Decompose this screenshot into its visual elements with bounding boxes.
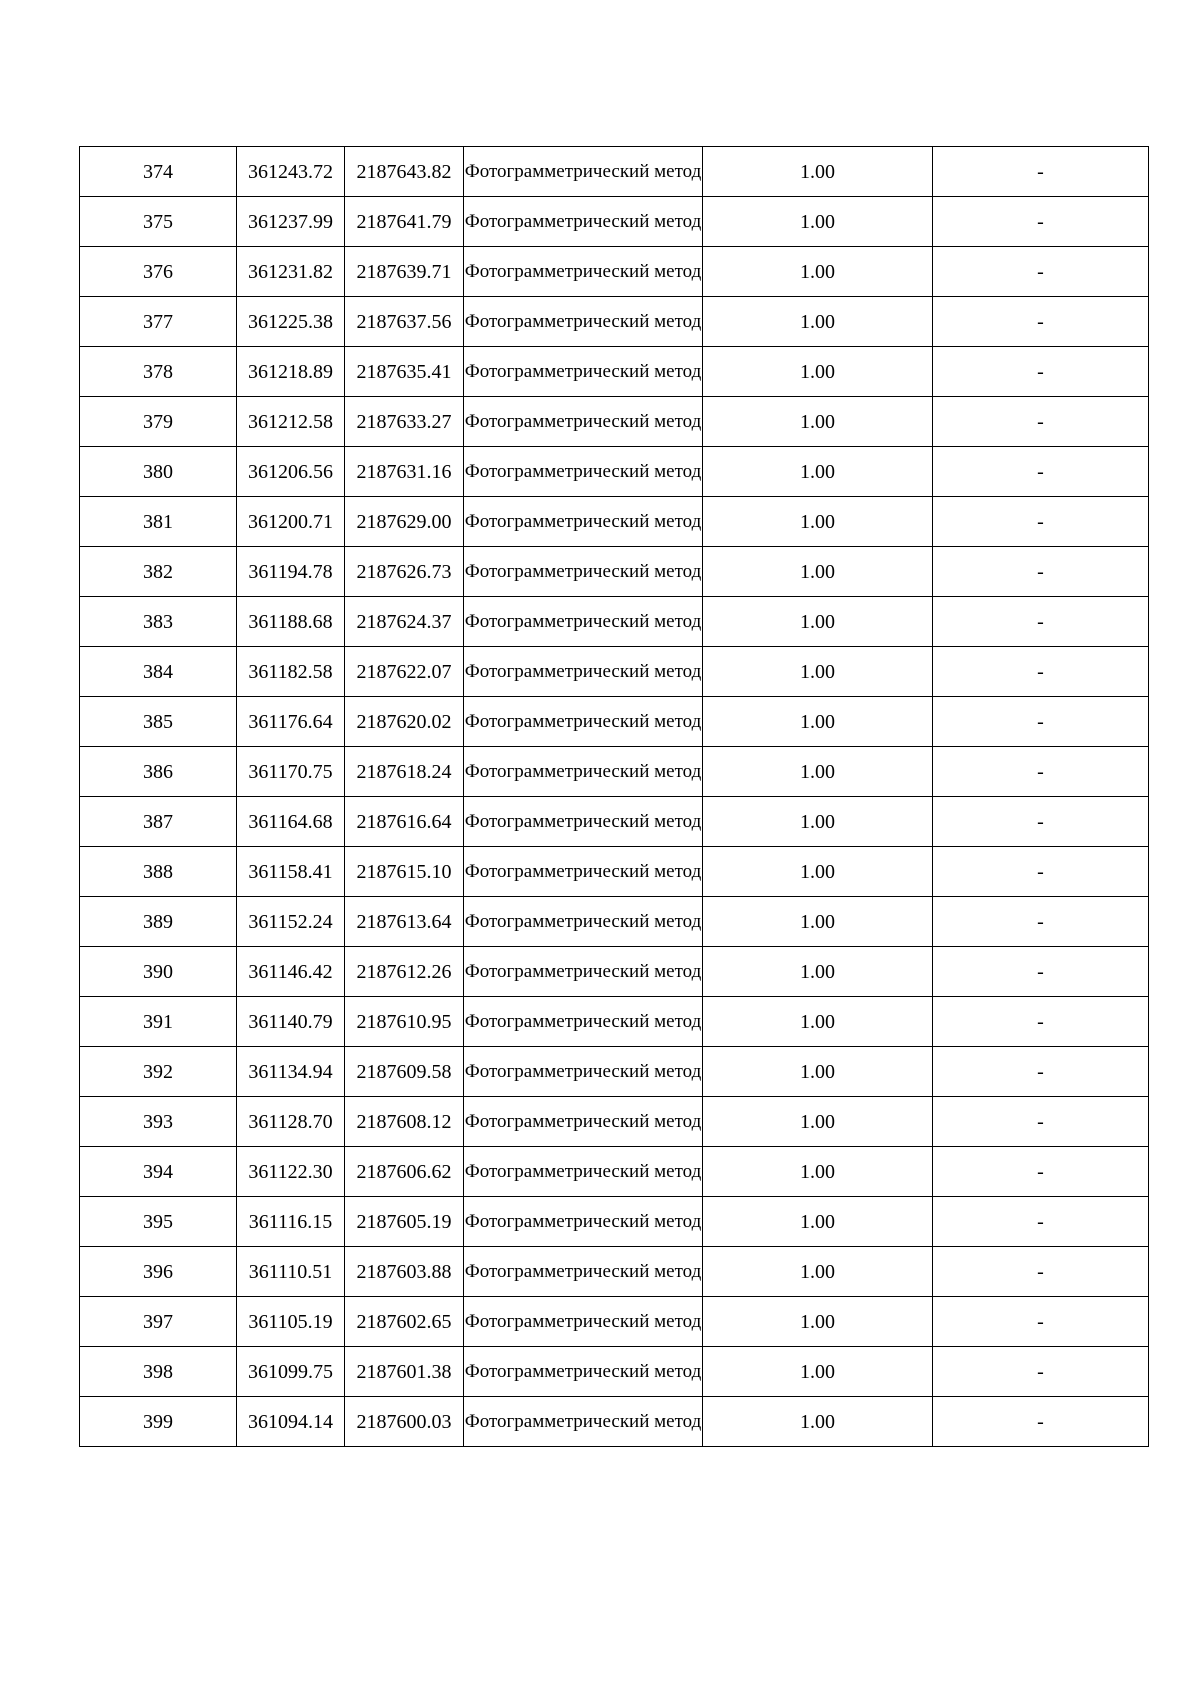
note-cell: -	[933, 1147, 1149, 1197]
point-number-cell: 385	[80, 697, 237, 747]
method-cell: Фотограмметрический метод	[464, 647, 703, 697]
accuracy-cell: 1.00	[703, 997, 933, 1047]
accuracy-cell: 1.00	[703, 1097, 933, 1147]
method-cell: Фотограмметрический метод	[464, 1347, 703, 1397]
note-cell: -	[933, 997, 1149, 1047]
note-cell: -	[933, 1197, 1149, 1247]
table-row	[80, 1147, 1149, 1197]
point-number-cell: 384	[80, 647, 237, 697]
y-coordinate-cell: 2187613.64	[345, 897, 464, 947]
note-cell: -	[933, 647, 1149, 697]
method-cell: Фотограмметрический метод	[464, 597, 703, 647]
method-cell: Фотограмметрический метод	[464, 1247, 703, 1297]
y-coordinate-cell: 2187618.24	[345, 747, 464, 797]
accuracy-cell: 1.00	[703, 647, 933, 697]
method-cell: Фотограмметрический метод	[464, 947, 703, 997]
accuracy-cell: 1.00	[703, 597, 933, 647]
method-cell: Фотограмметрический метод	[464, 997, 703, 1047]
table-row	[80, 447, 1149, 497]
y-coordinate-cell: 2187643.82	[345, 147, 464, 197]
note-cell: -	[933, 447, 1149, 497]
accuracy-cell: 1.00	[703, 497, 933, 547]
coordinates-table	[79, 146, 1149, 1447]
accuracy-cell: 1.00	[703, 247, 933, 297]
point-number-cell: 386	[80, 747, 237, 797]
y-coordinate-cell: 2187615.10	[345, 847, 464, 897]
note-cell: -	[933, 147, 1149, 197]
method-cell: Фотограмметрический метод	[464, 797, 703, 847]
accuracy-cell: 1.00	[703, 747, 933, 797]
y-coordinate-cell: 2187635.41	[345, 347, 464, 397]
accuracy-cell: 1.00	[703, 1347, 933, 1397]
method-cell: Фотограмметрический метод	[464, 1047, 703, 1097]
x-coordinate-cell: 361176.64	[237, 697, 345, 747]
method-cell: Фотограмметрический метод	[464, 297, 703, 347]
point-number-cell: 375	[80, 197, 237, 247]
y-coordinate-cell: 2187622.07	[345, 647, 464, 697]
accuracy-cell: 1.00	[703, 1397, 933, 1447]
y-coordinate-cell: 2187605.19	[345, 1197, 464, 1247]
note-cell: -	[933, 1097, 1149, 1147]
x-coordinate-cell: 361218.89	[237, 347, 345, 397]
method-cell: Фотограмметрический метод	[464, 547, 703, 597]
x-coordinate-cell: 361225.38	[237, 297, 345, 347]
point-number-cell: 382	[80, 547, 237, 597]
y-coordinate-cell: 2187606.62	[345, 1147, 464, 1197]
note-cell: -	[933, 297, 1149, 347]
note-cell: -	[933, 597, 1149, 647]
x-coordinate-cell: 361243.72	[237, 147, 345, 197]
point-number-cell: 399	[80, 1397, 237, 1447]
x-coordinate-cell: 361212.58	[237, 397, 345, 447]
y-coordinate-cell: 2187639.71	[345, 247, 464, 297]
table-row	[80, 1347, 1149, 1397]
y-coordinate-cell: 2187633.27	[345, 397, 464, 447]
table-row	[80, 797, 1149, 847]
point-number-cell: 380	[80, 447, 237, 497]
note-cell: -	[933, 1397, 1149, 1447]
table-row	[80, 1197, 1149, 1247]
x-coordinate-cell: 361164.68	[237, 797, 345, 847]
y-coordinate-cell: 2187603.88	[345, 1247, 464, 1297]
point-number-cell: 379	[80, 397, 237, 447]
x-coordinate-cell: 361105.19	[237, 1297, 345, 1347]
x-coordinate-cell: 361206.56	[237, 447, 345, 497]
point-number-cell: 387	[80, 797, 237, 847]
point-number-cell: 378	[80, 347, 237, 397]
x-coordinate-cell: 361152.24	[237, 897, 345, 947]
y-coordinate-cell: 2187612.26	[345, 947, 464, 997]
y-coordinate-cell: 2187629.00	[345, 497, 464, 547]
y-coordinate-cell: 2187616.64	[345, 797, 464, 847]
accuracy-cell: 1.00	[703, 1047, 933, 1097]
point-number-cell: 393	[80, 1097, 237, 1147]
note-cell: -	[933, 697, 1149, 747]
x-coordinate-cell: 361128.70	[237, 1097, 345, 1147]
method-cell: Фотограмметрический метод	[464, 247, 703, 297]
table-row	[80, 1097, 1149, 1147]
note-cell: -	[933, 797, 1149, 847]
table-row	[80, 1397, 1149, 1447]
note-cell: -	[933, 1047, 1149, 1097]
accuracy-cell: 1.00	[703, 897, 933, 947]
accuracy-cell: 1.00	[703, 1147, 933, 1197]
accuracy-cell: 1.00	[703, 1247, 933, 1297]
x-coordinate-cell: 361231.82	[237, 247, 345, 297]
coordinates-table-body	[80, 147, 1149, 1447]
table-row	[80, 347, 1149, 397]
y-coordinate-cell: 2187600.03	[345, 1397, 464, 1447]
point-number-cell: 381	[80, 497, 237, 547]
point-number-cell: 396	[80, 1247, 237, 1297]
point-number-cell: 391	[80, 997, 237, 1047]
accuracy-cell: 1.00	[703, 947, 933, 997]
method-cell: Фотограмметрический метод	[464, 147, 703, 197]
y-coordinate-cell: 2187608.12	[345, 1097, 464, 1147]
accuracy-cell: 1.00	[703, 447, 933, 497]
y-coordinate-cell: 2187609.58	[345, 1047, 464, 1097]
method-cell: Фотограмметрический метод	[464, 1297, 703, 1347]
x-coordinate-cell: 361122.30	[237, 1147, 345, 1197]
point-number-cell: 397	[80, 1297, 237, 1347]
point-number-cell: 389	[80, 897, 237, 947]
accuracy-cell: 1.00	[703, 847, 933, 897]
y-coordinate-cell: 2187602.65	[345, 1297, 464, 1347]
table-row	[80, 597, 1149, 647]
point-number-cell: 377	[80, 297, 237, 347]
point-number-cell: 395	[80, 1197, 237, 1247]
x-coordinate-cell: 361134.94	[237, 1047, 345, 1097]
method-cell: Фотограмметрический метод	[464, 697, 703, 747]
x-coordinate-cell: 361110.51	[237, 1247, 345, 1297]
accuracy-cell: 1.00	[703, 1197, 933, 1247]
method-cell: Фотограмметрический метод	[464, 397, 703, 447]
x-coordinate-cell: 361182.58	[237, 647, 345, 697]
point-number-cell: 392	[80, 1047, 237, 1097]
table-row	[80, 1247, 1149, 1297]
table-row	[80, 297, 1149, 347]
note-cell: -	[933, 197, 1149, 247]
note-cell: -	[933, 397, 1149, 447]
table-row	[80, 247, 1149, 297]
y-coordinate-cell: 2187626.73	[345, 547, 464, 597]
note-cell: -	[933, 897, 1149, 947]
method-cell: Фотограмметрический метод	[464, 1197, 703, 1247]
table-row	[80, 747, 1149, 797]
point-number-cell: 383	[80, 597, 237, 647]
y-coordinate-cell: 2187620.02	[345, 697, 464, 747]
x-coordinate-cell: 361140.79	[237, 997, 345, 1047]
method-cell: Фотограмметрический метод	[464, 197, 703, 247]
y-coordinate-cell: 2187610.95	[345, 997, 464, 1047]
y-coordinate-cell: 2187641.79	[345, 197, 464, 247]
accuracy-cell: 1.00	[703, 697, 933, 747]
y-coordinate-cell: 2187631.16	[345, 447, 464, 497]
x-coordinate-cell: 361094.14	[237, 1397, 345, 1447]
x-coordinate-cell: 361099.75	[237, 1347, 345, 1397]
table-row	[80, 947, 1149, 997]
x-coordinate-cell: 361188.68	[237, 597, 345, 647]
table-row	[80, 647, 1149, 697]
table-row	[80, 397, 1149, 447]
method-cell: Фотограмметрический метод	[464, 847, 703, 897]
table-row	[80, 847, 1149, 897]
note-cell: -	[933, 497, 1149, 547]
accuracy-cell: 1.00	[703, 347, 933, 397]
point-number-cell: 390	[80, 947, 237, 997]
point-number-cell: 398	[80, 1347, 237, 1397]
method-cell: Фотограмметрический метод	[464, 1097, 703, 1147]
point-number-cell: 374	[80, 147, 237, 197]
note-cell: -	[933, 1297, 1149, 1347]
accuracy-cell: 1.00	[703, 547, 933, 597]
point-number-cell: 376	[80, 247, 237, 297]
method-cell: Фотограмметрический метод	[464, 1147, 703, 1197]
note-cell: -	[933, 947, 1149, 997]
method-cell: Фотограмметрический метод	[464, 497, 703, 547]
x-coordinate-cell: 361170.75	[237, 747, 345, 797]
accuracy-cell: 1.00	[703, 397, 933, 447]
y-coordinate-cell: 2187637.56	[345, 297, 464, 347]
x-coordinate-cell: 361194.78	[237, 547, 345, 597]
accuracy-cell: 1.00	[703, 797, 933, 847]
point-number-cell: 394	[80, 1147, 237, 1197]
accuracy-cell: 1.00	[703, 1297, 933, 1347]
method-cell: Фотограмметрический метод	[464, 897, 703, 947]
table-row	[80, 547, 1149, 597]
accuracy-cell: 1.00	[703, 147, 933, 197]
table-row	[80, 1297, 1149, 1347]
table-row	[80, 697, 1149, 747]
table-row	[80, 147, 1149, 197]
note-cell: -	[933, 1247, 1149, 1297]
method-cell: Фотограмметрический метод	[464, 347, 703, 397]
note-cell: -	[933, 347, 1149, 397]
table-row	[80, 997, 1149, 1047]
method-cell: Фотограмметрический метод	[464, 747, 703, 797]
x-coordinate-cell: 361200.71	[237, 497, 345, 547]
accuracy-cell: 1.00	[703, 197, 933, 247]
method-cell: Фотограмметрический метод	[464, 447, 703, 497]
x-coordinate-cell: 361146.42	[237, 947, 345, 997]
method-cell: Фотограмметрический метод	[464, 1397, 703, 1447]
table-row	[80, 897, 1149, 947]
note-cell: -	[933, 547, 1149, 597]
x-coordinate-cell: 361237.99	[237, 197, 345, 247]
table-row	[80, 497, 1149, 547]
x-coordinate-cell: 361158.41	[237, 847, 345, 897]
accuracy-cell: 1.00	[703, 297, 933, 347]
point-number-cell: 388	[80, 847, 237, 897]
x-coordinate-cell: 361116.15	[237, 1197, 345, 1247]
table-row	[80, 1047, 1149, 1097]
note-cell: -	[933, 247, 1149, 297]
note-cell: -	[933, 847, 1149, 897]
table-row	[80, 197, 1149, 247]
y-coordinate-cell: 2187624.37	[345, 597, 464, 647]
y-coordinate-cell: 2187601.38	[345, 1347, 464, 1397]
note-cell: -	[933, 747, 1149, 797]
note-cell: -	[933, 1347, 1149, 1397]
